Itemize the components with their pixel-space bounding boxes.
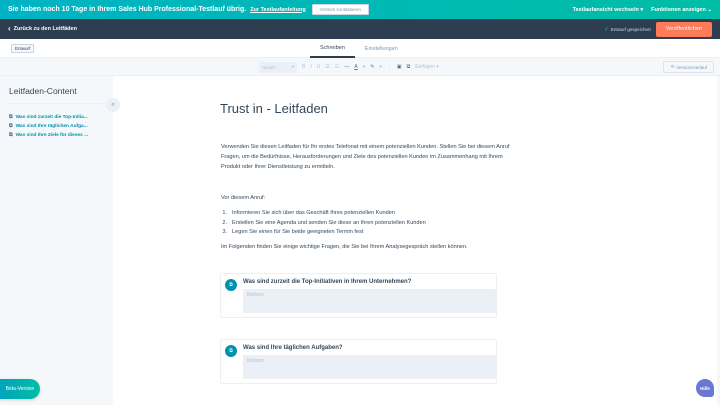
image-icon[interactable]: ▣ [396,64,402,70]
question-card [220,339,497,384]
publish-button[interactable]: Veröffentlichen [656,22,712,37]
question-icon: ⧉ [9,132,13,138]
status-badge: Entwurf [11,44,34,53]
editor-tabs [310,39,408,58]
formatting-toolbar [0,58,720,76]
contact-sales-button[interactable]: Vertrieb kontaktieren [312,4,369,15]
back-label: Zurück zu den Leitfäden [13,26,77,32]
sidebar-item-label: Was sind Ihre Ziele für dieses ... [15,132,89,138]
bold-icon[interactable]: B [302,64,306,70]
trial-message: Sie haben noch 10 Tage in Ihrem Sales Hub Professional-Testlauf übrig. [8,6,247,13]
sidebar-item-label: Was sind zurzeit die Top-Initia... [15,114,88,120]
playbook-content-sidebar [0,76,113,405]
sidebar-item-question-2[interactable] [9,123,88,129]
chevron-left-icon: ‹ [8,24,11,33]
underline-icon[interactable]: U [316,64,321,70]
notes-input[interactable]: Notizen [243,355,496,379]
beta-version-badge[interactable]: Beta-Version [0,379,40,399]
notes-input[interactable]: Notizen [243,289,496,313]
question-icon: ⧉ [225,345,237,357]
sidebar-divider [9,103,105,104]
horizontal-rule-icon[interactable]: — [344,64,350,70]
sidebar-item-label: Was sind Ihre täglichen Aufga... [15,123,88,129]
trial-guide-link[interactable]: Zur Testlaufanleitung [250,6,306,13]
tab-settings[interactable]: Einstellungen [364,45,398,52]
list-item[interactable]: 1. Informieren Sie sich über das Geschäft Ihres potenziellen Kunden [222,210,395,216]
collapse-sidebar-button[interactable]: « [106,98,120,112]
paragraph-style-value: Absatz [262,64,276,70]
version-history-button[interactable] [663,61,714,73]
question-icon[interactable]: ⧉ [406,64,411,70]
sidebar-item-question-3[interactable] [9,132,88,138]
numbered-list-icon[interactable]: ☷ [334,64,340,70]
caret-down-icon: ▾ [291,64,294,69]
sidebar-title: Leitfaden-Content [9,86,77,96]
question-text: Was sind Ihre täglichen Aufgaben? [243,345,343,351]
caret-down-icon[interactable]: ▾ [379,64,382,70]
save-status-text: Entwurf gespeichert [610,26,651,32]
history-icon: ⟲ [670,64,675,69]
question-icon: ⧉ [9,114,13,120]
question-icon: ⧉ [9,123,13,129]
question-icon: ⧉ [225,279,237,291]
help-button[interactable]: Hilfe [696,379,714,397]
version-history-label: Versionsverlauf [676,64,707,70]
sidebar-item-question-1[interactable] [9,114,88,120]
bullet-list-icon[interactable]: ☰ [325,64,330,70]
question-text: Was sind zurzeit die Top-Initiativen in Ihrem Unternehmen? [243,279,412,285]
intro-paragraph[interactable]: Verwenden Sie diesen Leitfaden für Ihr erstes Telefonat mit einem potenziellen Kunden. Stellen Sie bei diesem Anruf Fragen, um die Bedürfnisse, Herausforderungen und Ziele des potenziellen Kunden im Zusammenhang mit Ihrem Produkt oder Ihrer Dienstleistung zu ermitteln. [221,144,510,170]
more-options-icon[interactable]: ⋮ [386,64,392,70]
editor-header [0,19,720,39]
tab-bar [0,39,720,58]
italic-icon[interactable]: I [310,64,312,70]
tab-write[interactable]: Schreiben [310,39,355,58]
save-status [604,26,651,33]
list-item[interactable]: 2. Erstellen Sie eine Agenda und senden Sie diese an Ihren potenziellen Kunden [222,219,426,226]
caret-down-icon[interactable]: ▾ [362,64,366,70]
pre-call-steps [221,210,426,239]
trial-banner [0,0,720,19]
insert-menu[interactable]: Einfügen ▾ [415,64,439,70]
checkmark-icon: ✓ [603,26,609,33]
text-color-icon[interactable]: A [354,64,358,70]
document-editor[interactable] [113,76,719,405]
switch-trial-view-menu[interactable]: Testlaufansicht wechseln ▾ [572,6,644,13]
highlight-icon[interactable]: ✎ [370,64,375,70]
back-to-playbooks-link[interactable] [8,25,77,33]
document-title[interactable]: Trust in - Leitfaden [220,101,328,116]
question-card [220,273,497,318]
paragraph-style-select[interactable] [259,62,297,73]
list-item[interactable]: 3. Legen Sie einen für Sie beide geeigneten Termin fest [222,229,364,236]
questions-intro[interactable]: Im Folgenden finden Sie einige wichtige Fragen, die Sie bei Ihrem Analysegespräch stellen können. [221,244,468,250]
pre-call-label[interactable]: Vor diesem Anruf: [221,195,266,201]
show-features-menu[interactable]: Funktionen anzeigen ⌄ [651,6,712,13]
